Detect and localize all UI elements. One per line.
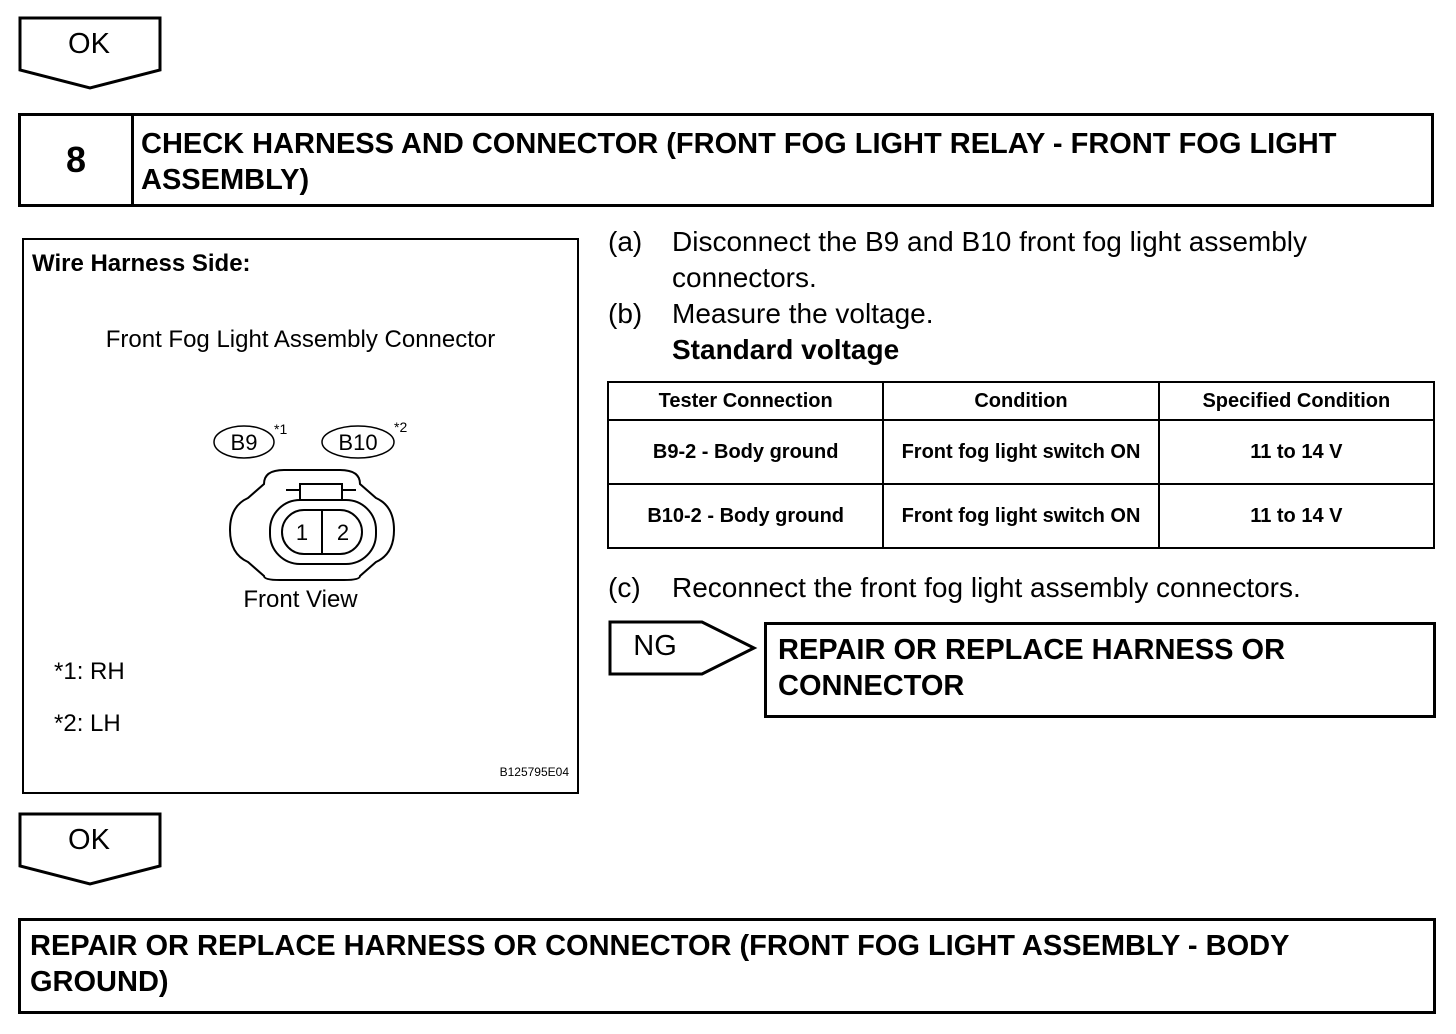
connector-b9-note: *1 (274, 421, 288, 437)
table-row (608, 420, 1434, 484)
table-header: Specified Condition (1159, 382, 1434, 420)
connector-latch (300, 484, 342, 500)
pin-1-label: 1 (295, 520, 309, 545)
instruction-b-text: Measure the voltage. (672, 298, 934, 329)
figure-code: B125795E04 (499, 765, 569, 779)
table-cell: B9-2 - Body ground (608, 420, 883, 484)
step-title: CHECK HARNESS AND CONNECTOR (FRONT FOG LIGHT RELAY - FRONT FOG LIGHT ASSEMBLY) (141, 128, 1337, 196)
connector-b10-note: *2 (394, 419, 408, 435)
table-header: Tester Connection (608, 382, 883, 420)
step-header (18, 113, 1434, 207)
illustration-heading: Wire Harness Side: (32, 250, 251, 277)
final-result-text: REPAIR OR REPLACE HARNESS OR CONNECTOR (FRONT FOG LIGHT ASSEMBLY - BODY GROUND) (30, 930, 1289, 998)
standard-voltage-table (607, 381, 1435, 549)
standard-voltage-heading: Standard voltage (672, 334, 900, 365)
table-cell: 11 to 14 V (1159, 484, 1434, 548)
note-lh: *2: LH (54, 710, 121, 737)
connector-illustration (22, 238, 579, 794)
connector-b10-label: B10 (338, 430, 378, 455)
note-rh: *1: RH (54, 658, 125, 685)
instruction-a-text: Disconnect the B9 and B10 front fog light assembly connectors. (672, 226, 1308, 293)
table-cell: Front fog light switch ON (883, 484, 1158, 548)
ok-label-bottom: OK (68, 824, 110, 856)
connector-drawing (204, 414, 444, 584)
front-view-label: Front View (243, 586, 358, 613)
step-number: 8 (21, 116, 134, 204)
table-cell: B10-2 - Body ground (608, 484, 883, 548)
ng-label: NG (633, 630, 677, 662)
table-header: Condition (883, 382, 1158, 420)
table-cell: 11 to 14 V (1159, 420, 1434, 484)
instruction-c-letter: (c) (608, 572, 641, 603)
connector-b9-label: B9 (230, 430, 258, 455)
connector-name: Front Fog Light Assembly Connector (105, 326, 496, 353)
pin-2-label: 2 (336, 520, 350, 545)
instruction-a-letter: (a) (608, 226, 643, 257)
table-row (608, 484, 1434, 548)
ok-label-top: OK (68, 28, 110, 60)
instruction-b-letter: (b) (608, 298, 643, 329)
instruction-c-text: Reconnect the front fog light assembly connectors. (672, 572, 1301, 603)
ng-result-text: REPAIR OR REPLACE HARNESS OR CONNECTOR (778, 634, 1286, 702)
table-cell: Front fog light switch ON (883, 420, 1158, 484)
